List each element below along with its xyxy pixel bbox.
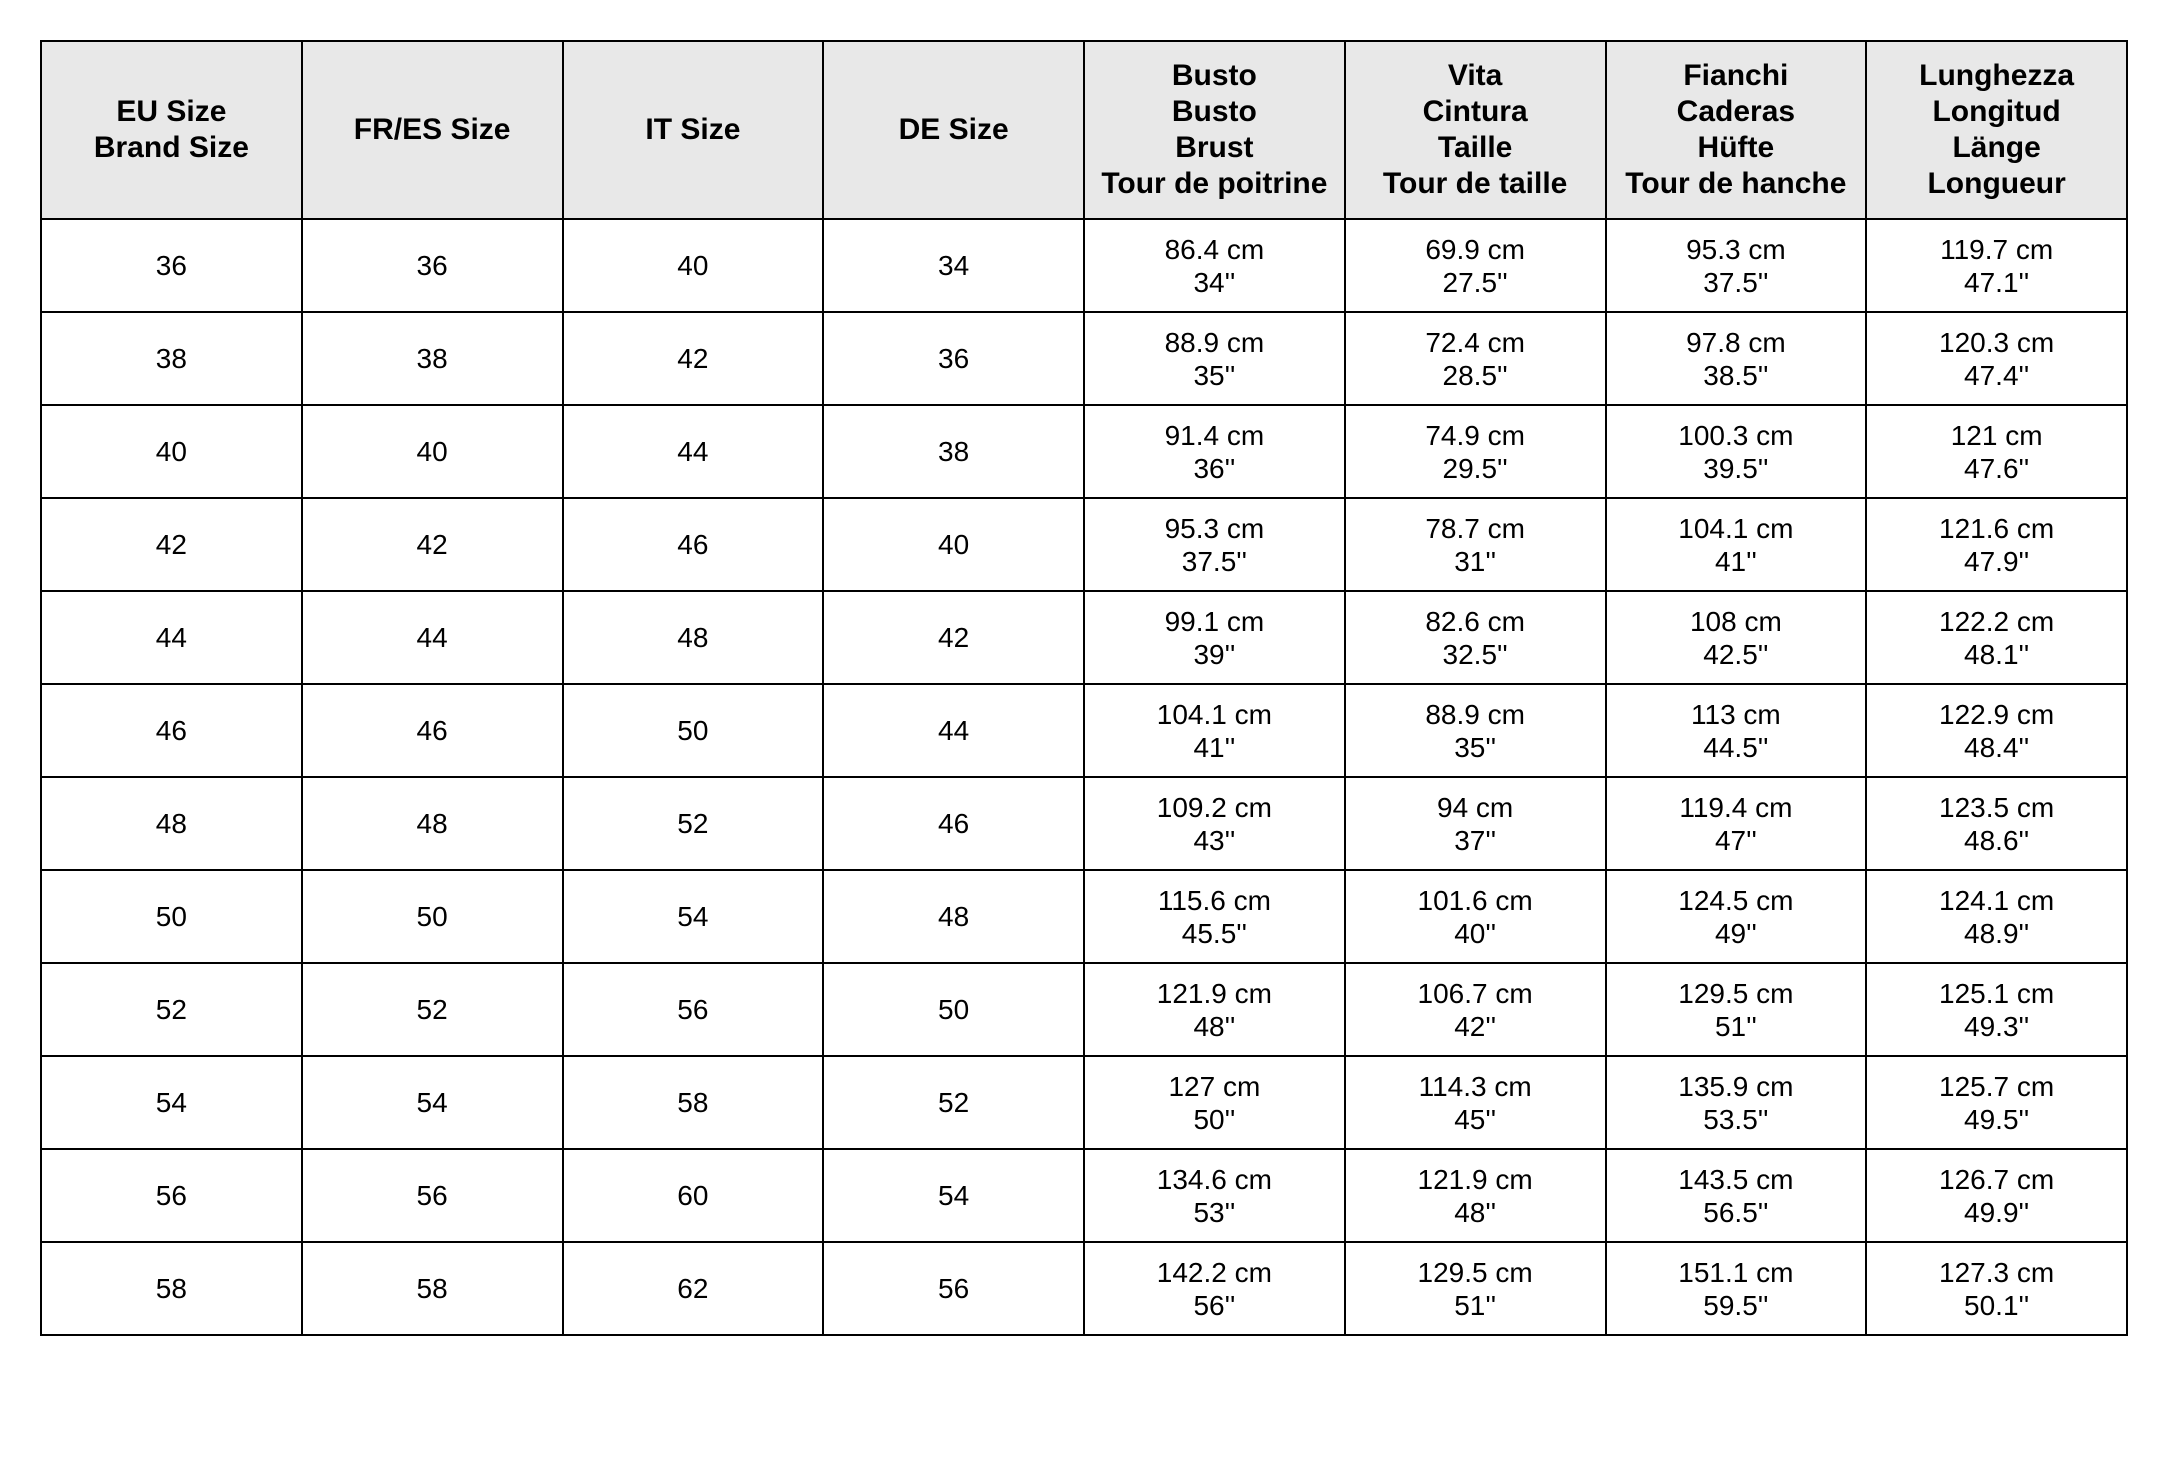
cell-value: 49.3'': [1964, 1010, 2030, 1042]
table-cell: [1084, 1242, 1345, 1335]
cell-value: 46: [938, 808, 970, 839]
table-cell: [823, 963, 1084, 1056]
cell-value: 34'': [1193, 266, 1236, 298]
table-cell: [41, 405, 302, 498]
table-cell: [41, 219, 302, 312]
cell-value: 45.5'': [1181, 917, 1247, 949]
size-chart-table: [40, 40, 2128, 1336]
table-cell: [1084, 591, 1345, 684]
cell-value: 53.5'': [1703, 1103, 1769, 1135]
table-row: [41, 1242, 2127, 1335]
cell-value: 36: [416, 250, 448, 281]
table-cell: [302, 963, 563, 1056]
table-cell: [563, 870, 824, 963]
column-header: [1866, 41, 2127, 219]
table-cell: [1606, 591, 1867, 684]
table-cell: [302, 870, 563, 963]
cell-value: 28.5'': [1442, 359, 1508, 391]
cell-value: 97.8 cm: [1686, 326, 1786, 358]
cell-value: 48: [416, 808, 448, 839]
table-cell: [1606, 1242, 1867, 1335]
cell-value: 40'': [1454, 917, 1497, 949]
cell-value: 109.2 cm: [1156, 791, 1272, 823]
cell-value: 38.5'': [1703, 359, 1769, 391]
column-header: [41, 41, 302, 219]
table-cell: [1345, 684, 1606, 777]
cell-value: 56: [938, 1273, 970, 1304]
cell-value: 44.5'': [1703, 731, 1769, 763]
table-cell: [563, 684, 824, 777]
cell-value: 47.6'': [1964, 452, 2030, 484]
column-header-line: Lunghezza: [1919, 59, 2075, 92]
table-row: [41, 312, 2127, 405]
cell-value: 59.5'': [1703, 1289, 1769, 1321]
table-cell: [1345, 591, 1606, 684]
cell-value: 151.1 cm: [1678, 1256, 1794, 1288]
table-cell: [302, 498, 563, 591]
cell-value: 142.2 cm: [1156, 1256, 1272, 1288]
column-header: [1345, 41, 1606, 219]
table-row: [41, 219, 2127, 312]
cell-value: 113 cm: [1691, 698, 1781, 730]
table-cell: [1866, 1242, 2127, 1335]
cell-value: 123.5 cm: [1939, 791, 2055, 823]
cell-value: 38: [155, 343, 187, 374]
column-header-line: Caderas: [1676, 95, 1796, 128]
cell-value: 121.9 cm: [1156, 977, 1272, 1009]
cell-value: 78.7 cm: [1425, 512, 1525, 544]
table-cell: [1866, 684, 2127, 777]
table-cell: [1084, 870, 1345, 963]
cell-value: 88.9 cm: [1164, 326, 1265, 358]
table-cell: [1345, 1149, 1606, 1242]
column-header-line: Busto: [1171, 59, 1257, 92]
cell-value: 48: [155, 808, 187, 839]
cell-value: 35'': [1193, 359, 1236, 391]
table-cell: [302, 312, 563, 405]
column-header-line: Busto: [1171, 95, 1257, 128]
table-cell: [302, 1056, 563, 1149]
table-cell: [1606, 405, 1867, 498]
table-row: [41, 591, 2127, 684]
cell-value: 121 cm: [1950, 419, 2043, 451]
cell-value: 48'': [1454, 1196, 1497, 1228]
table-cell: [1084, 312, 1345, 405]
table-row: [41, 1149, 2127, 1242]
table-cell: [563, 777, 824, 870]
cell-value: 114.3 cm: [1418, 1070, 1532, 1102]
cell-value: 41'': [1193, 731, 1236, 763]
cell-value: 40: [938, 529, 970, 560]
cell-value: 37.5'': [1703, 266, 1769, 298]
table-cell: [563, 312, 824, 405]
cell-value: 44: [416, 622, 448, 653]
cell-value: 124.5 cm: [1678, 884, 1794, 916]
cell-value: 129.5 cm: [1417, 1256, 1533, 1288]
table-cell: [41, 312, 302, 405]
column-header-line: Hüfte: [1697, 131, 1775, 164]
table-cell: [1084, 405, 1345, 498]
table-cell: [823, 1149, 1084, 1242]
column-header-line: Brust: [1175, 131, 1254, 164]
table-cell: [1866, 498, 2127, 591]
cell-value: 54: [416, 1087, 448, 1118]
cell-value: 36'': [1193, 452, 1236, 484]
cell-value: 72.4 cm: [1425, 326, 1525, 358]
table-cell: [1866, 312, 2127, 405]
cell-value: 48'': [1193, 1010, 1236, 1042]
table-cell: [563, 405, 824, 498]
table-cell: [1084, 1149, 1345, 1242]
cell-value: 108 cm: [1689, 605, 1782, 637]
cell-value: 42.5'': [1703, 638, 1769, 670]
cell-value: 50: [416, 901, 448, 932]
column-header-line: Longueur: [1927, 167, 2066, 200]
table-cell: [1084, 498, 1345, 591]
column-header-line: EU Size: [116, 95, 227, 128]
table-cell: [302, 1149, 563, 1242]
table-cell: [41, 498, 302, 591]
table-cell: [1345, 1056, 1606, 1149]
table-cell: [1345, 963, 1606, 1056]
cell-value: 50: [155, 901, 187, 932]
cell-value: 42: [677, 343, 709, 374]
header-row: [41, 41, 2127, 219]
table-row: [41, 963, 2127, 1056]
cell-value: 56: [416, 1180, 448, 1211]
cell-value: 47.9'': [1964, 545, 2030, 577]
cell-value: 42'': [1454, 1010, 1497, 1042]
cell-value: 49'': [1714, 917, 1757, 949]
cell-value: 36: [938, 343, 970, 374]
cell-value: 95.3 cm: [1686, 233, 1786, 265]
table-cell: [41, 1149, 302, 1242]
table-cell: [1345, 870, 1606, 963]
table-cell: [823, 777, 1084, 870]
table-cell: [563, 219, 824, 312]
cell-value: 91.4 cm: [1164, 419, 1265, 451]
cell-value: 54: [677, 901, 709, 932]
table-cell: [302, 219, 563, 312]
cell-value: 50'': [1193, 1103, 1236, 1135]
table-row: [41, 684, 2127, 777]
column-header: [302, 41, 563, 219]
column-header: [1606, 41, 1867, 219]
cell-value: 88.9 cm: [1425, 698, 1525, 730]
table-cell: [563, 1149, 824, 1242]
table-cell: [1345, 777, 1606, 870]
table-cell: [823, 591, 1084, 684]
table-cell: [1866, 870, 2127, 963]
column-header: [823, 41, 1084, 219]
table-cell: [1084, 684, 1345, 777]
cell-value: 40: [155, 436, 187, 467]
cell-value: 129.5 cm: [1678, 977, 1794, 1009]
column-header-line: Fianchi: [1683, 59, 1789, 92]
cell-value: 48.6'': [1964, 824, 2030, 856]
table-cell: [302, 1242, 563, 1335]
table-cell: [1084, 777, 1345, 870]
cell-value: 125.7 cm: [1939, 1070, 2055, 1102]
cell-value: 62: [677, 1273, 709, 1304]
table-cell: [41, 591, 302, 684]
table-cell: [1606, 219, 1867, 312]
cell-value: 127.3 cm: [1939, 1256, 2055, 1288]
column-header-line: Vita: [1447, 59, 1503, 92]
cell-value: 47.4'': [1964, 359, 2030, 391]
table-cell: [1866, 777, 2127, 870]
cell-value: 32.5'': [1442, 638, 1508, 670]
column-header-line: Tour de hanche: [1625, 167, 1847, 200]
table-cell: [302, 777, 563, 870]
cell-value: 48: [938, 901, 970, 932]
column-header-line: DE Size: [898, 113, 1009, 146]
cell-value: 119.4 cm: [1679, 791, 1793, 823]
cell-value: 35'': [1454, 731, 1497, 763]
cell-value: 42: [938, 622, 970, 653]
cell-value: 34: [938, 250, 970, 281]
cell-value: 29.5'': [1442, 452, 1508, 484]
table-cell: [1606, 870, 1867, 963]
cell-value: 52: [155, 994, 187, 1025]
cell-value: 100.3 cm: [1678, 419, 1794, 451]
table-cell: [1866, 405, 2127, 498]
cell-value: 124.1 cm: [1939, 884, 2055, 916]
table-cell: [1345, 1242, 1606, 1335]
table-cell: [302, 591, 563, 684]
table-cell: [1866, 591, 2127, 684]
table-cell: [1866, 963, 2127, 1056]
cell-value: 48.9'': [1964, 917, 2030, 949]
table-cell: [823, 498, 1084, 591]
cell-value: 50: [677, 715, 709, 746]
cell-value: 49.5'': [1964, 1103, 2030, 1135]
cell-value: 56: [155, 1180, 187, 1211]
table-cell: [823, 1242, 1084, 1335]
cell-value: 121.6 cm: [1939, 512, 2055, 544]
cell-value: 36: [155, 250, 187, 281]
table-cell: [302, 684, 563, 777]
cell-value: 52: [416, 994, 448, 1025]
cell-value: 38: [938, 436, 970, 467]
cell-value: 39'': [1193, 638, 1236, 670]
column-header-line: Tour de poitrine: [1101, 167, 1328, 200]
cell-value: 44: [155, 622, 187, 653]
cell-value: 86.4 cm: [1164, 233, 1265, 265]
table-cell: [41, 777, 302, 870]
table-cell: [1606, 963, 1867, 1056]
cell-value: 27.5'': [1442, 266, 1508, 298]
cell-value: 56'': [1193, 1289, 1236, 1321]
table-cell: [1606, 312, 1867, 405]
table-cell: [1345, 498, 1606, 591]
cell-value: 126.7 cm: [1939, 1163, 2055, 1195]
cell-value: 44: [677, 436, 709, 467]
cell-value: 115.6 cm: [1157, 884, 1271, 916]
table-cell: [1866, 1056, 2127, 1149]
cell-value: 69.9 cm: [1425, 233, 1525, 265]
cell-value: 47.1'': [1964, 266, 2030, 298]
cell-value: 122.2 cm: [1939, 605, 2055, 637]
cell-value: 46: [677, 529, 709, 560]
column-header-line: Tour de taille: [1382, 167, 1568, 200]
cell-value: 104.1 cm: [1678, 512, 1794, 544]
cell-value: 121.9 cm: [1417, 1163, 1533, 1195]
cell-value: 119.7 cm: [1940, 233, 2054, 265]
cell-value: 51'': [1714, 1010, 1757, 1042]
cell-value: 135.9 cm: [1678, 1070, 1794, 1102]
cell-value: 44: [938, 715, 970, 746]
column-header-line: Länge: [1952, 131, 2041, 164]
table-cell: [1345, 312, 1606, 405]
column-header-line: IT Size: [645, 113, 741, 146]
cell-value: 38: [416, 343, 448, 374]
cell-value: 46: [155, 715, 187, 746]
cell-value: 95.3 cm: [1164, 512, 1265, 544]
cell-value: 39.5'': [1703, 452, 1769, 484]
column-header-line: Cintura: [1422, 95, 1528, 128]
cell-value: 58: [416, 1273, 448, 1304]
table-cell: [41, 684, 302, 777]
table-cell: [41, 870, 302, 963]
cell-value: 60: [677, 1180, 709, 1211]
cell-value: 45'': [1454, 1103, 1497, 1135]
table-cell: [1084, 219, 1345, 312]
column-header-line: Longitud: [1932, 95, 2061, 128]
cell-value: 52: [938, 1087, 970, 1118]
table-cell: [1866, 219, 2127, 312]
size-chart-body: [41, 219, 2127, 1335]
table-cell: [823, 312, 1084, 405]
cell-value: 56: [677, 994, 709, 1025]
table-cell: [823, 684, 1084, 777]
cell-value: 50: [938, 994, 970, 1025]
column-header-line: Brand Size: [93, 131, 249, 164]
column-header-line: FR/ES Size: [353, 113, 511, 146]
table-row: [41, 777, 2127, 870]
table-cell: [563, 1242, 824, 1335]
cell-value: 58: [677, 1087, 709, 1118]
table-cell: [1606, 1056, 1867, 1149]
cell-value: 48: [677, 622, 709, 653]
table-cell: [41, 1242, 302, 1335]
table-cell: [823, 870, 1084, 963]
cell-value: 143.5 cm: [1678, 1163, 1794, 1195]
table-cell: [823, 405, 1084, 498]
cell-value: 48.1'': [1964, 638, 2030, 670]
cell-value: 53'': [1193, 1196, 1236, 1228]
table-cell: [563, 963, 824, 1056]
cell-value: 43'': [1193, 824, 1236, 856]
table-cell: [1084, 1056, 1345, 1149]
cell-value: 52: [677, 808, 709, 839]
cell-value: 56.5'': [1703, 1196, 1769, 1228]
cell-value: 104.1 cm: [1156, 698, 1272, 730]
table-cell: [1866, 1149, 2127, 1242]
cell-value: 37.5'': [1181, 545, 1247, 577]
table-cell: [1606, 498, 1867, 591]
cell-value: 127 cm: [1168, 1070, 1261, 1102]
table-cell: [1606, 1149, 1867, 1242]
table-cell: [1084, 963, 1345, 1056]
table-cell: [1345, 219, 1606, 312]
cell-value: 120.3 cm: [1939, 326, 2055, 358]
table-cell: [302, 405, 563, 498]
table-row: [41, 1056, 2127, 1149]
cell-value: 41'': [1714, 545, 1757, 577]
cell-value: 99.1 cm: [1164, 605, 1265, 637]
table-row: [41, 870, 2127, 963]
cell-value: 94 cm: [1437, 791, 1514, 823]
cell-value: 49.9'': [1964, 1196, 2030, 1228]
cell-value: 31'': [1454, 545, 1497, 577]
table-cell: [1606, 684, 1867, 777]
cell-value: 134.6 cm: [1156, 1163, 1272, 1195]
table-cell: [1606, 777, 1867, 870]
table-cell: [563, 591, 824, 684]
table-row: [41, 498, 2127, 591]
cell-value: 40: [677, 250, 709, 281]
cell-value: 51'': [1454, 1289, 1497, 1321]
cell-value: 42: [416, 529, 448, 560]
cell-value: 42: [155, 529, 187, 560]
column-header: [1084, 41, 1345, 219]
cell-value: 82.6 cm: [1425, 605, 1525, 637]
cell-value: 125.1 cm: [1939, 977, 2055, 1009]
table-cell: [563, 498, 824, 591]
table-cell: [823, 1056, 1084, 1149]
cell-value: 47'': [1714, 824, 1757, 856]
cell-value: 37'': [1454, 824, 1497, 856]
table-cell: [563, 1056, 824, 1149]
cell-value: 58: [155, 1273, 187, 1304]
cell-value: 46: [416, 715, 448, 746]
column-header-line: Taille: [1437, 131, 1513, 164]
size-chart-header: [41, 41, 2127, 219]
cell-value: 50.1'': [1964, 1289, 2030, 1321]
cell-value: 54: [938, 1180, 970, 1211]
cell-value: 106.7 cm: [1417, 977, 1533, 1009]
cell-value: 48.4'': [1964, 731, 2030, 763]
cell-value: 40: [416, 436, 448, 467]
table-cell: [41, 963, 302, 1056]
column-header: [563, 41, 824, 219]
cell-value: 54: [155, 1087, 187, 1118]
cell-value: 101.6 cm: [1417, 884, 1533, 916]
table-row: [41, 405, 2127, 498]
table-cell: [823, 219, 1084, 312]
cell-value: 74.9 cm: [1425, 419, 1525, 451]
cell-value: 122.9 cm: [1939, 698, 2055, 730]
table-cell: [41, 1056, 302, 1149]
table-cell: [1345, 405, 1606, 498]
